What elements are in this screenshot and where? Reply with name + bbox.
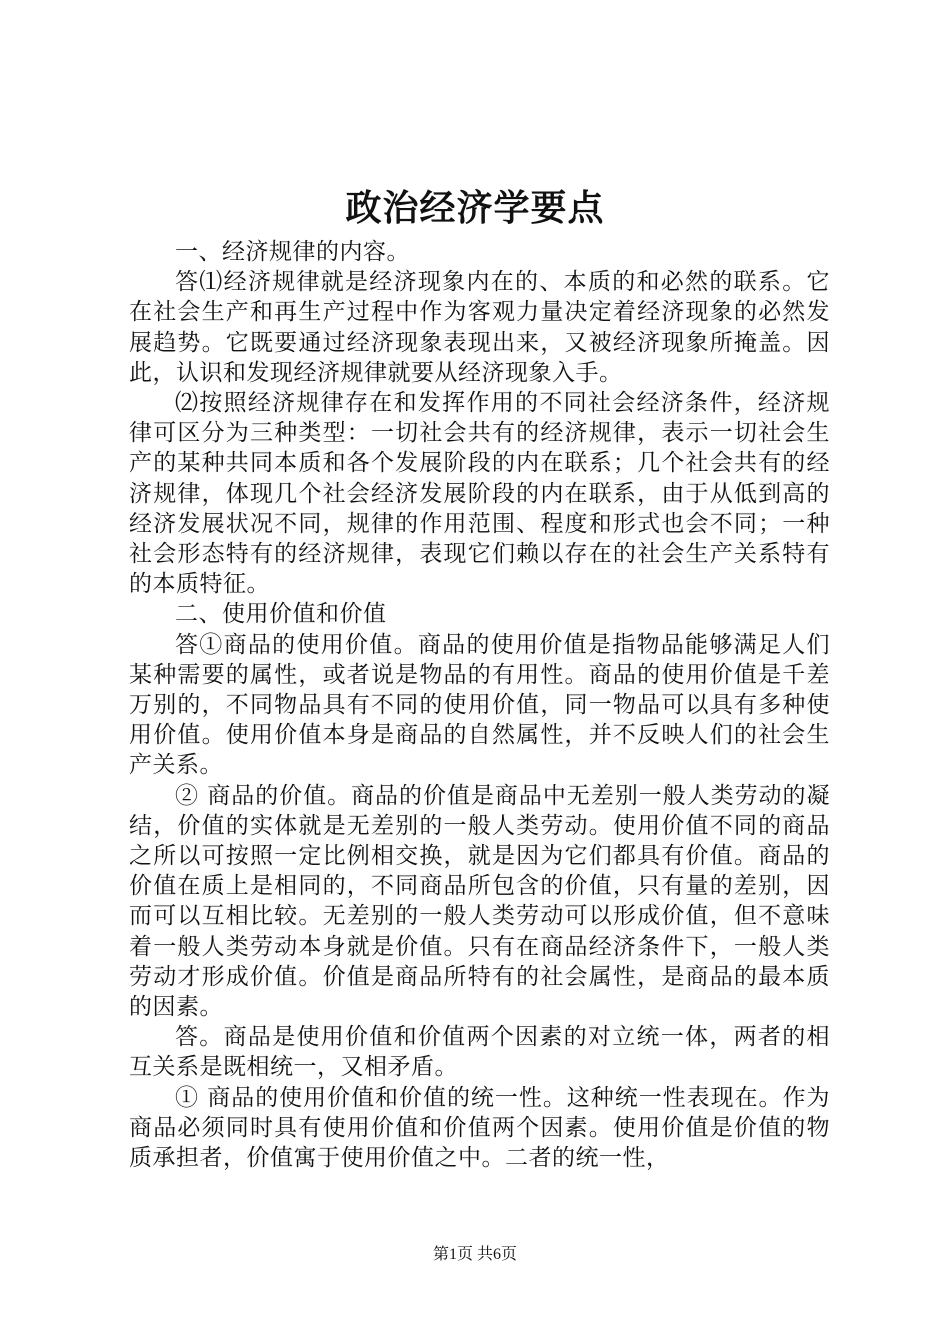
page-number-footer: 第1页 共6页 — [432, 1246, 517, 1263]
document-body — [129, 237, 830, 1173]
page-title: 政治经济学要点 — [345, 187, 605, 229]
paragraph-economic-law-types: ⑵按照经济规律存在和发挥作用的不同社会经济条件，经济规律可区分为三种类型：一切社会共有的经济规律，表示一切社会生产的某种共同本质和各个发展阶段的内在联系；几个社会共有的经济规律，体现几个社会经济发展阶段的内在联系，由于从低到高的经济发展状况不同，规律的作用范围、程度和形式也会不同；一种社会形态特有的经济规律，表现它们赖以存在的社会生产关系特有的本质特征。 — [129, 390, 830, 598]
paragraph-value: ② 商品的价值。商品的价值是商品中无差别一般人类劳动的凝结，价值的实体就是无差别的一般人类劳动。使用价值不同的商品之所以可按照一定比例相交换，就是因为它们都具有价值。商品的价值在质上是相同的，不同商品所包含的价值，只有量的差别，因而可以互相比较。无差别的一般人类劳动可以形成价值，但不意味着一般人类劳动本身就是价值。只有在商品经济条件下，一般人类劳动才形成价值。价值是商品所特有的社会属性，是商品的最本质的因素。 — [129, 782, 830, 1021]
paragraph-commodity-unity: 答。商品是使用价值和价值两个因素的对立统一体，两者的相互关系是既相统一，又相矛盾。 — [129, 1024, 830, 1081]
paragraph-use-value: 答①商品的使用价值。商品的使用价值是指物品能够满足人们某种需要的属性，或者说是物品的有用性。商品的使用价值是千差万别的，不同物品具有不同的使用价值，同一物品可以具有多种使用价值。使用价值本身是商品的自然属性，并不反映人们的社会生产关系。 — [129, 631, 830, 779]
paragraph-unity-of-use-value-and-value: ① 商品的使用价值和价值的统一性。这种统一性表现在。作为商品必须同时具有使用价值和价值两个因素。使用价值是价值的物质承担者，价值寓于使用价值之中。二者的统一性， — [129, 1084, 830, 1172]
section-heading-use-value-and-value: 二、使用价值和价值 — [175, 601, 387, 628]
paragraph-economic-law-definition: 答⑴经济规律就是经济现象内在的、本质的和必然的联系。它在社会生产和再生产过程中作为客观力量决定着经济现象的必然发展趋势。它既要通过经济现象表现出来，又被经济现象所掩盖。因此，认识和发现经济规律就要从经济现象入手。 — [129, 269, 830, 386]
section-heading-economic-laws: 一、经济规律的内容。 — [175, 239, 410, 265]
